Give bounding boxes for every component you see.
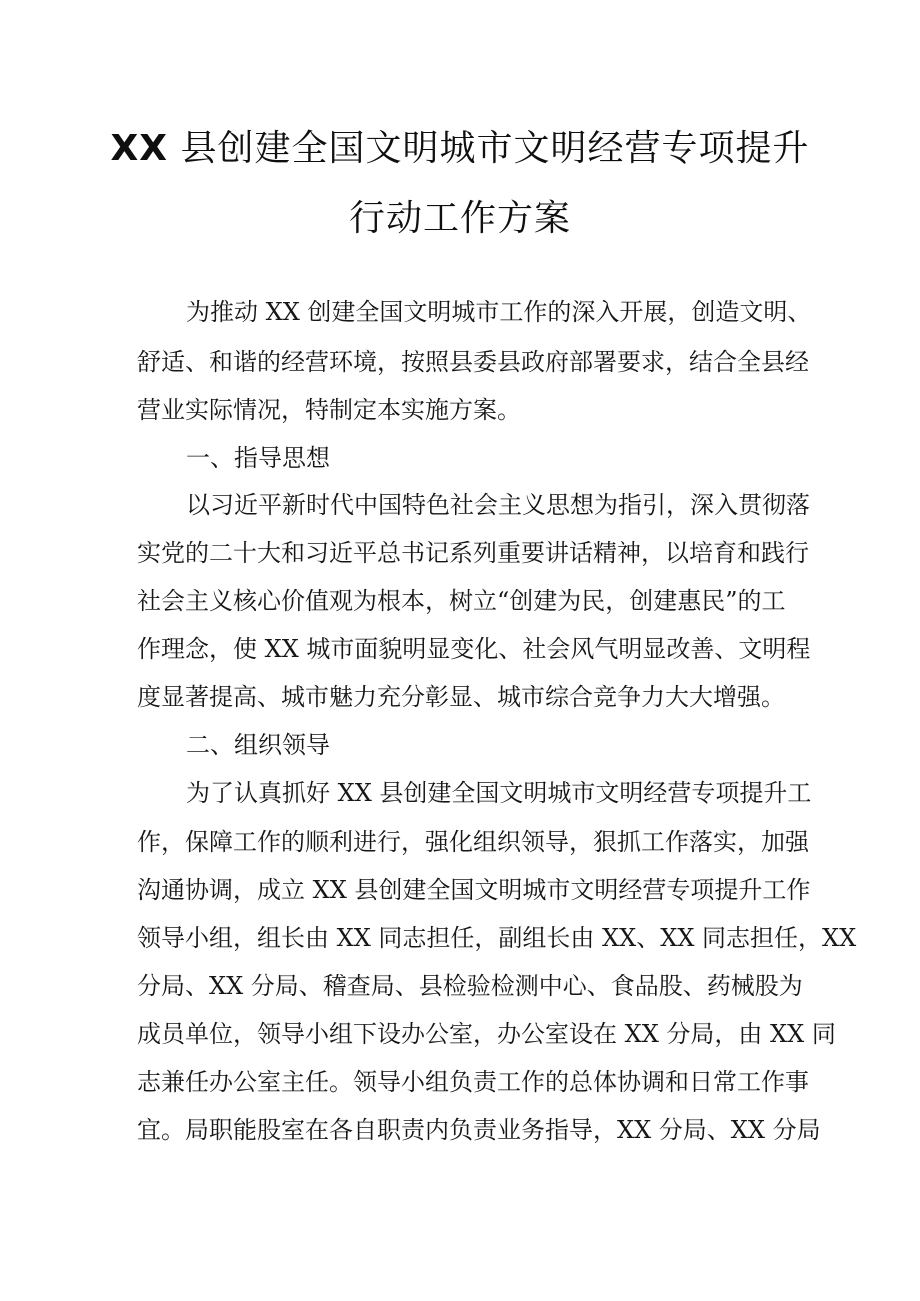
intro-paragraph-line: 营业实际情况，特制定本实施方案。 <box>137 396 521 424</box>
title-county-placeholder: XX <box>110 128 169 169</box>
document-title-line-2: 行动工作方案 <box>348 198 571 239</box>
organization-paragraph-line: 宜。局职能股室在各自职责内负责业务指导，XX 分局、XX 分局 <box>137 1116 821 1144</box>
section-heading-organization: 二、组织领导 <box>186 731 330 759</box>
intro-paragraph-line: 为推动 XX 创建全国文明城市工作的深入开展，创造文明、 <box>186 298 812 326</box>
organization-paragraph-line: 领导小组，组长由 XX 同志担任，副组长由 XX、XX 同志担任，XX <box>137 924 857 952</box>
organization-paragraph-line: 为了认真抓好 XX 县创建全国文明城市文明经营专项提升工 <box>186 779 812 807</box>
organization-paragraph-line: 志兼任办公室主任。领导小组负责工作的总体协调和日常工作事 <box>137 1068 809 1096</box>
section-heading-guiding-ideology: 一、指导思想 <box>186 444 330 472</box>
document-title-line-1 <box>100 128 820 169</box>
intro-paragraph-line: 舒适、和谐的经营环境，按照县委县政府部署要求，结合全县经 <box>137 348 809 376</box>
title-line-1-text: 县创建全国文明城市文明经营专项提升 <box>168 128 810 169</box>
organization-paragraph-line: 沟通协调，成立 XX 县创建全国文明城市文明经营专项提升工作 <box>137 876 811 904</box>
organization-paragraph-line: 作，保障工作的顺利进行，强化组织领导，狠抓工作落实，加强 <box>137 828 809 856</box>
ideology-paragraph-line: 度显著提高、城市魅力充分彰显、城市综合竞争力大大增强。 <box>137 683 785 711</box>
ideology-paragraph-line: 作理念，使 XX 城市面貌明显变化、社会风气明显改善、文明程 <box>137 635 811 663</box>
ideology-paragraph-line: 实党的二十大和习近平总书记系列重要讲话精神，以培育和践行 <box>137 539 809 567</box>
organization-paragraph-line: 成员单位，领导小组下设办公室，办公室设在 XX 分局，由 XX 同 <box>137 1020 836 1048</box>
ideology-paragraph-line: 以习近平新时代中国特色社会主义思想为指引，深入贯彻落 <box>186 491 810 519</box>
organization-paragraph-line: 分局、XX 分局、稽查局、县检验检测中心、食品股、药械股为 <box>137 972 803 1000</box>
ideology-paragraph-line: 社会主义核心价值观为根本，树立“创建为民，创建惠民”的工 <box>137 587 786 615</box>
